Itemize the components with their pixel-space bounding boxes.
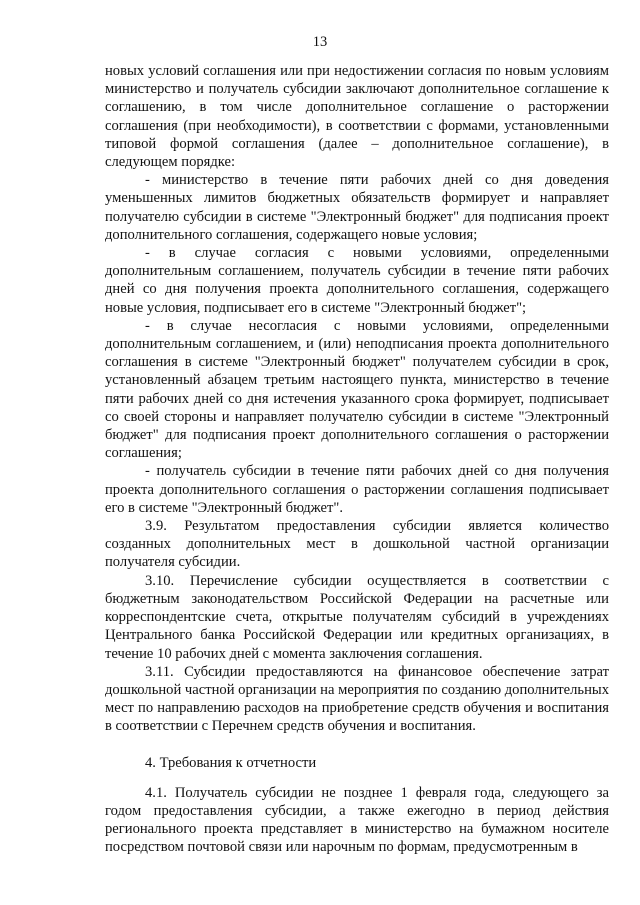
clause-3-10: 3.10. Перечисление субсидии осуществляется в соответствии с бюджетным законодательством Российской Федерации на расчетные или корреспондентские счета, открытые получателям субсидий в учреждениях Центрального банка Российской Федерации или кредитных организациях, в течение 10 рабочих дней с момента заключения соглашения. [105, 572, 609, 662]
clause-3-11: 3.11. Субсидии предоставляются на финансовое обеспечение затрат дошкольной частной организации на мероприятия по созданию дополнительных мест по направлению расходов на приобретение средств обучения и воспитания в соответствии с Перечнем средств обучения и воспитания. [105, 663, 609, 735]
list-item-recipient-agrees: - в случае согласия с новыми условиями, определенными дополнительным соглашением, получатель субсидии в течение пяти рабочих дней со дня получения проекта дополнительного соглашения, содержащего новые условия, подписывает его в системе "Электронный бюджет"; [105, 245, 609, 316]
list-item-recipient-disagrees: - в случае несогласия с новыми условиями, определенными дополнительным соглашением, и (или) неподписания проекта дополнительного соглашения в системе "Электронный бюджет" получателем субсидии в срок, установленный абзацем третьим настоящего пункта, министерство в течение пяти рабочих дней со дня истечения указанного срока формирует, подписывает со своей стороны и направляет получателю субсидии в системе "Электронный бюджет" для подписания проект дополнительного соглашения о расторжении соглашения; [105, 317, 609, 462]
list-item-ministry-forms-draft: - министерство в течение пяти рабочих дней со дня доведения уменьшенных лимитов бюджетных обязательств формирует и направляет получателю субсидии в системе "Электронный бюджет" для подписания проект дополнительного соглашения, содержащего новые условия; [105, 172, 609, 243]
clause-4-1: 4.1. Получатель субсидии не позднее 1 февраля года, следующего за годом предоставления субсидии, а также ежегодно в период действия регионального проекта представляет в министерство на бумажном носителе посредством почтовой связи или нарочным по формам, предусмотренным в [105, 784, 609, 856]
section-heading-reporting: 4. Требования к отчетности [145, 754, 317, 771]
page-number: 13 [312, 34, 328, 50]
list-item-recipient-signs-termination: - получатель субсидии в течение пяти рабочих дней со дня получения проекта дополнительного соглашения о расторжении соглашения подписывает его в системе "Электронный бюджет". [105, 463, 609, 516]
document-body [105, 62, 609, 857]
paragraph-continuation: новых условий соглашения или при недостижении согласия по новым условиям министерство и получатель субсидии заключают дополнительное соглашение к соглашению, в том числе дополнительное соглашение о расторжении соглашения (при необходимости), в соответствии с формами, установленными типовой формой соглашения (далее – дополнительное соглашение), в следующем порядке: [105, 63, 609, 171]
clause-3-9: 3.9. Результатом предоставления субсидии является количество созданных дополнительных мест в дошкольной частной организации получателя субсидии. [105, 518, 609, 571]
